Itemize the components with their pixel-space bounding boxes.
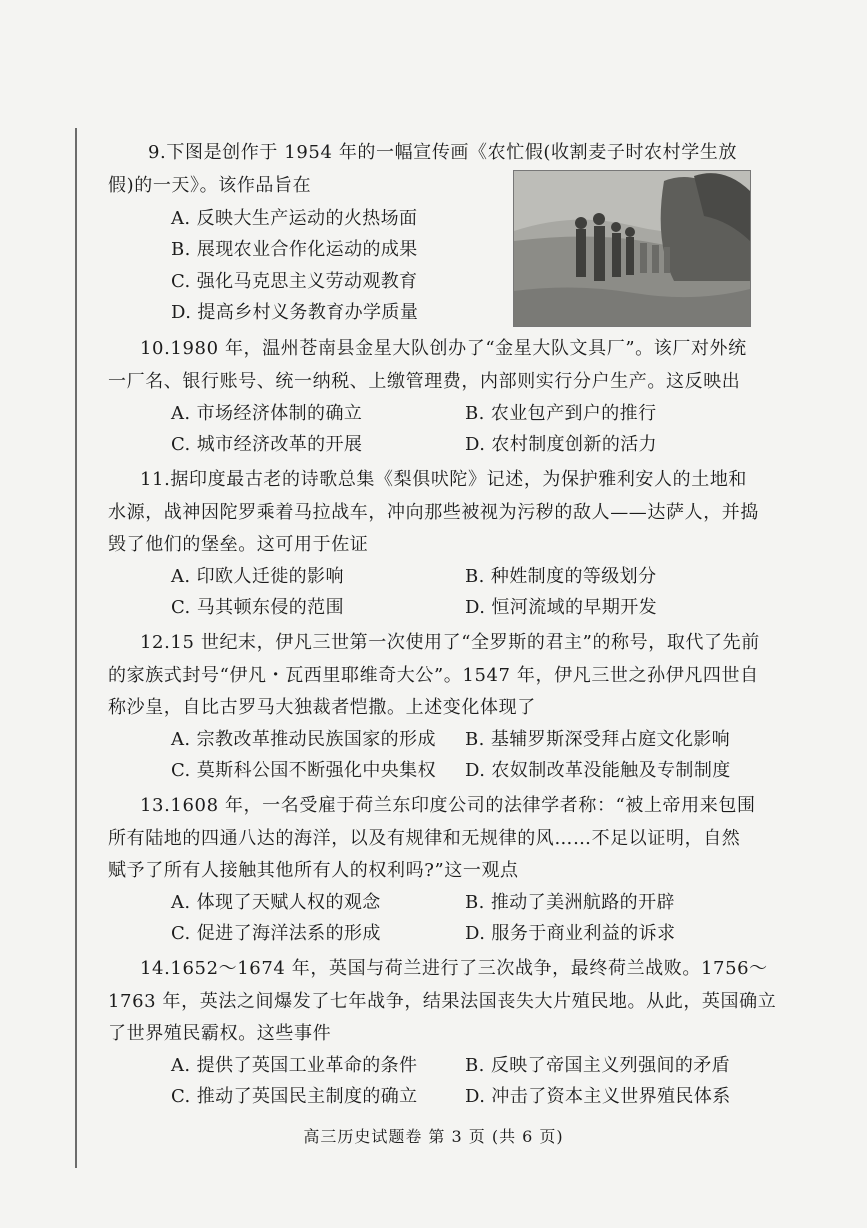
q14-stem-line-1: 14.1652～1674 年，英国与荷兰进行了三次战争，最终荷兰战败。1756～: [140, 958, 768, 979]
q13-stem-line-1: 13.1608 年，一名受雇于荷兰东印度公司的法律学者称：“被上帝用来包围: [140, 795, 756, 816]
q9-stem-line-2: 假)的一天》。该作品旨在: [108, 175, 312, 196]
q13-stem-line-3: 赋予了所有人接触其他所有人的权利吗?”这一观点: [108, 860, 519, 881]
q13-option-a: A. 体现了天赋人权的观念: [171, 892, 381, 913]
binding-margin-line: [75, 128, 77, 1168]
q11-stem-line-1: 11.据印度最古老的诗歌总集《梨俱吠陀》记述，为保护雅利安人的土地和: [140, 469, 748, 490]
q12-stem-line-2: 的家族式封号“伊凡・瓦西里耶维奇大公”。1547 年，伊凡三世之孙伊凡四世自: [108, 665, 759, 686]
q9-option-d: D. 提高乡村义务教育办学质量: [171, 302, 419, 323]
q10-option-d: D. 农村制度创新的活力: [465, 434, 658, 455]
q11-option-a: A. 印欧人迁徙的影响: [171, 566, 344, 587]
q12-option-c: C. 莫斯科公国不断强化中央集权: [171, 760, 436, 781]
q10-stem-line-1: 10.1980 年，温州苍南县金星大队创办了“金星大队文具厂”。该厂对外统: [140, 338, 747, 359]
q13-option-d: D. 服务于商业利益的诉求: [465, 923, 676, 944]
q11-stem-line-2: 水源，战神因陀罗乘着马拉战车，冲向那些被视为污秽的敌人——达萨人，并捣: [108, 502, 759, 523]
q12-option-b: B. 基辅罗斯深受拜占庭文化影响: [465, 729, 731, 750]
q11-stem-line-3: 毁了他们的堡垒。这可用于佐证: [108, 534, 369, 555]
q9-option-a: A. 反映大生产运动的火热场面: [171, 208, 418, 229]
q13-option-b: B. 推动了美洲航路的开辟: [465, 892, 675, 913]
q12-option-d: D. 农奴制改革没能触及专制制度: [465, 760, 731, 781]
q10-option-c: C. 城市经济改革的开展: [171, 434, 363, 455]
q9-option-c: C. 强化马克思主义劳动观教育: [171, 271, 418, 292]
q9-option-b: B. 展现农业合作化运动的成果: [171, 239, 418, 260]
propaganda-painting-image: [513, 170, 751, 327]
q12-option-a: A. 宗教改革推动民族国家的形成: [171, 729, 436, 750]
q12-stem-line-3: 称沙皇，自比古罗马大独裁者恺撒。上述变化体现了: [108, 697, 536, 718]
q14-option-b: B. 反映了帝国主义列强间的矛盾: [465, 1055, 731, 1076]
q12-stem-line-1: 12.15 世纪末，伊凡三世第一次使用了“全罗斯的君主”的称号，取代了先前: [140, 632, 760, 653]
q11-option-d: D. 恒河流域的早期开发: [465, 597, 658, 618]
q14-option-d: D. 冲击了资本主义世界殖民体系: [465, 1086, 731, 1107]
q10-stem-line-2: 一厂名、银行账号、统一纳税、上缴管理费，内部则实行分户生产。这反映出: [108, 371, 741, 392]
q13-option-c: C. 促进了海洋法系的形成: [171, 923, 381, 944]
q14-option-a: A. 提供了英国工业革命的条件: [171, 1055, 418, 1076]
page-footer: 高三历史试题卷 第 3 页 (共 6 页): [303, 1127, 564, 1146]
q9-stem-line-1: 9.下图是创作于 1954 年的一幅宣传画《农忙假(收割麦子时农村学生放: [148, 142, 738, 163]
q14-stem-line-2: 1763 年，英法之间爆发了七年战争，结果法国丧失大片殖民地。从此，英国确立: [108, 991, 777, 1012]
q14-stem-line-3: 了世界殖民霸权。这些事件: [108, 1023, 332, 1044]
q14-option-c: C. 推动了英国民主制度的确立: [171, 1086, 418, 1107]
q10-option-b: B. 农业包产到户的推行: [465, 403, 657, 424]
q11-option-c: C. 马其顿东侵的范围: [171, 597, 344, 618]
q10-option-a: A. 市场经济体制的确立: [171, 403, 363, 424]
q13-stem-line-2: 所有陆地的四通八达的海洋，以及有规律和无规律的风……不足以证明，自然: [108, 828, 741, 849]
q11-option-b: B. 种姓制度的等级划分: [465, 566, 657, 587]
